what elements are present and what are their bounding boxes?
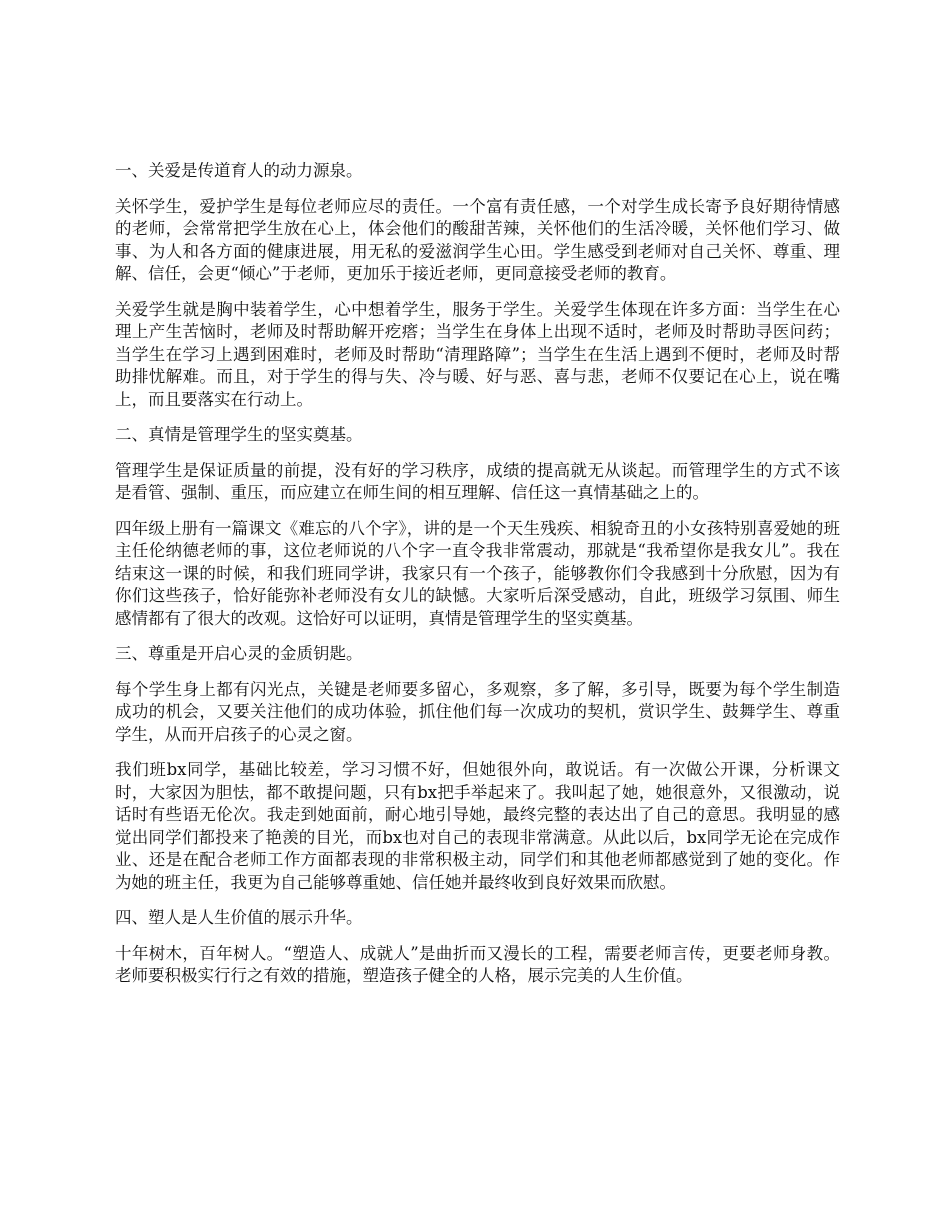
document-body	[115, 160, 840, 1001]
paragraph-care-intro: 关怀学生，爱护学生是每位老师应尽的责任。一个富有责任感，一个对学生成长寄予良好期待情感的老师，会常常把学生放在心上，体会他们的酸甜苦辣，关怀他们的生活冷暖，关怀他们学习、做事、为人和各方面的健康进展，用无私的爱滋润学生心田。学生感受到老师对自己关怀、尊重、理解、信任，会更“倾心”于老师，更加乐于接近老师，更同意接受老师的教育。	[115, 196, 840, 283]
paragraph-respect-intro: 每个学生身上都有闪光点，关键是老师要多留心，多观察，多了解，多引导，既要为每个学生制造成功的机会，又要关注他们的成功体验，抓住他们每一次成功的契机，赏识学生、鼓舞学生、尊重学生，从而开启孩子的心灵之窗。	[115, 679, 840, 744]
paragraph-care-details: 关爱学生就是胸中装着学生，心中想着学生，服务于学生。关爱学生体现在许多方面：当学生在心理上产生苦恼时，老师及时帮助解开疙瘩；当学生在身体上出现不适时，老师及时帮助寻医问药；当学生在学习上遇到困难时，老师及时帮助“清理路障”；当学生在生活上遇到不便时，老师及时帮助排忧解难。而且，对于学生的得与失、冷与暖、好与恶、喜与悲，老师不仅要记在心上，说在嘴上，而且要落实在行动上。	[115, 299, 840, 409]
paragraph-shaping-people: 十年树木，百年树人。“塑造人、成就人”是曲折而又漫长的工程，需要老师言传，更要老师身教。老师要积极实行行之有效的措施，塑造孩子健全的人格，展示完美的人生价值。	[115, 943, 840, 985]
paragraph-management-intro: 管理学生是保证质量的前提，没有好的学习秩序，成绩的提高就无从谈起。而管理学生的方式不该是看管、强制、重压，而应建立在师生间的相互理解、信任这一真情基础之上的。	[115, 460, 840, 502]
section-heading-4: 四、塑人是人生价值的展示升华。	[115, 908, 363, 927]
paragraph-eight-words-story: 四年级上册有一篇课文《难忘的八个字》，讲的是一个天生残疾、相貌奇丑的小女孩特别喜爱她的班主任伦纳德老师的事，这位老师说的八个字一直令我非常震动，那就是“我希望你是我女儿”。我在结束这一课的时候，和我们班同学讲，我家只有一个孩子，能够教你们令我感到十分欣慰，因为有你们这些孩子，恰好能弥补老师没有女儿的缺憾。大家听后深受感动，自此，班级学习氛围、师生感情都有了很大的改观。这恰好可以证明，真情是管理学生的坚实奠基。	[115, 518, 840, 628]
paragraph-bx-story: 我们班bx同学，基础比较差，学习习惯不好，但她很外向，敢说话。有一次做公开课，分析课文时，大家因为胆怯，都不敢提问题，只有bx把手举起来了。我叫起了她，她很意外，又很激动，说话时有些语无伦次。我走到她面前，耐心地引导她，最终完整的表达出了自己的意思。我明显的感觉出同学们都投来了艳羡的目光，而bx也对自己的表现非常满意。从此以后，bx同学无论在完成作业、还是在配合老师工作方面都表现的非常积极主动，同学们和其他老师都感觉到了她的变化。作为她的班主任，我更为自己能够尊重她、信任她并最终收到良好效果而欣慰。	[115, 760, 840, 892]
section-heading-2: 二、真情是管理学生的坚实奠基。	[115, 425, 363, 444]
section-heading-1: 一、关爱是传道育人的动力源泉。	[115, 161, 363, 180]
section-heading-3: 三、尊重是开启心灵的金质钥匙。	[115, 644, 363, 663]
